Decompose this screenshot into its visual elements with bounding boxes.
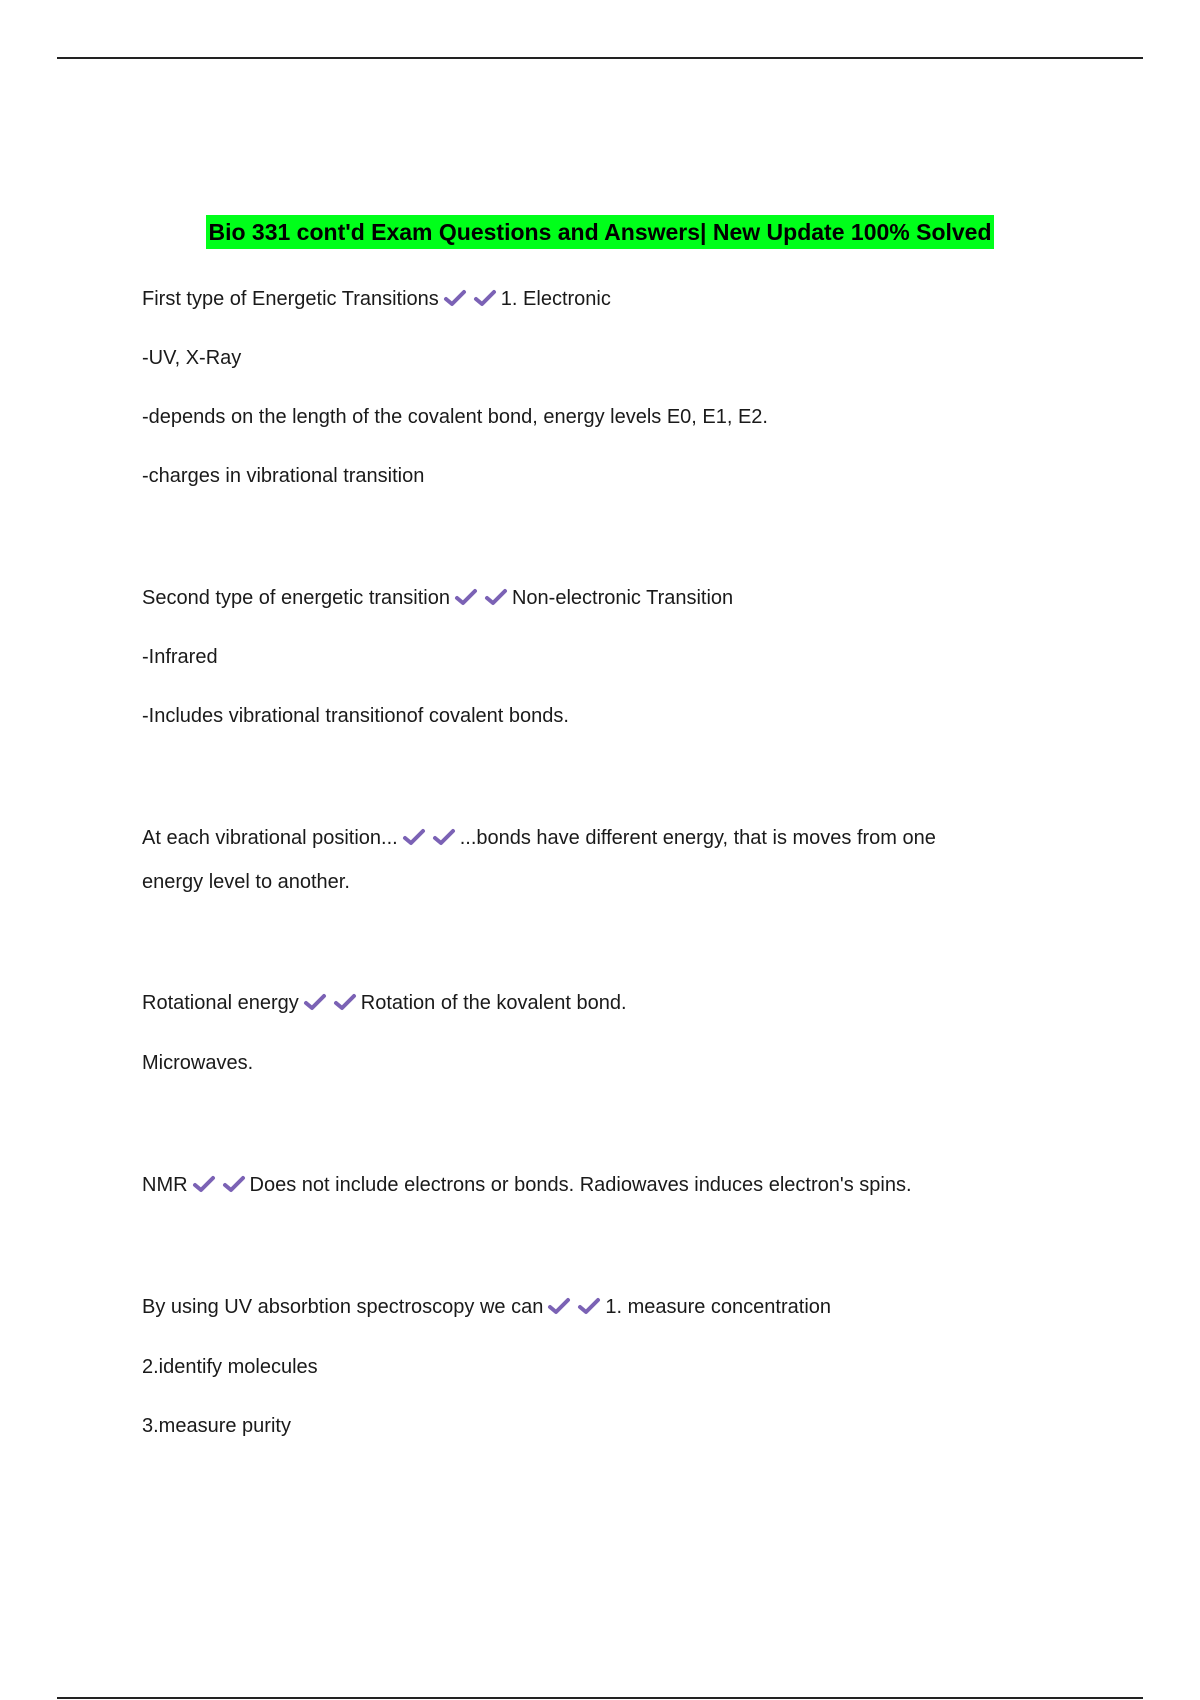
checkmark-icon	[577, 1296, 601, 1316]
footer-rule	[57, 1697, 1143, 1699]
qa-question-line	[142, 286, 611, 312]
checkmark-icon	[473, 288, 497, 308]
detail-line: Microwaves.	[142, 1052, 254, 1074]
detail-line: -charges in vibrational transition	[142, 465, 425, 487]
header-rule	[57, 57, 1143, 59]
checkmark-icon	[454, 587, 478, 607]
answer-text: 1. Electronic	[500, 288, 611, 310]
question-text: NMR	[142, 1174, 188, 1196]
question-text: At each vibrational position...	[142, 827, 398, 849]
qa-question-line	[142, 990, 627, 1016]
answer-text: Non-electronic Transition	[511, 587, 734, 609]
answer-text: Does not include electrons or bonds. Radiowaves induces electron's spins.	[249, 1174, 912, 1196]
checkmark-icon	[547, 1296, 571, 1316]
checkmark-icon	[222, 1174, 246, 1194]
checkmark-icon	[303, 992, 327, 1012]
qa-question-line	[142, 585, 733, 611]
answer-text: 1. measure concentration	[605, 1296, 832, 1318]
question-text: By using UV absorbtion spectroscopy we can	[142, 1296, 544, 1318]
qa-question-line	[142, 1172, 912, 1198]
detail-line: 3.measure purity	[142, 1415, 291, 1437]
detail-line: energy level to another.	[142, 871, 350, 893]
checkmark-icon	[432, 827, 456, 847]
detail-line: 2.identify molecules	[142, 1356, 318, 1378]
checkmark-icon	[333, 992, 357, 1012]
title-block	[0, 215, 1200, 249]
detail-line: -Infrared	[142, 646, 218, 668]
checkmark-icon	[192, 1174, 216, 1194]
qa-question-line	[142, 1294, 831, 1320]
detail-line: -depends on the length of the covalent bond, energy levels E0, E1, E2.	[142, 406, 768, 428]
detail-line: -Includes vibrational transitionof covalent bonds.	[142, 705, 569, 727]
question-text: Second type of energetic transition	[142, 587, 450, 609]
question-text: Rotational energy	[142, 992, 299, 1014]
checkmark-icon	[484, 587, 508, 607]
checkmark-icon	[402, 827, 426, 847]
document-title: Bio 331 cont'd Exam Questions and Answers| New Update 100% Solved	[206, 215, 993, 249]
answer-text: ...bonds have different energy, that is moves from one	[459, 827, 936, 849]
answer-text: Rotation of the kovalent bond.	[360, 992, 627, 1014]
qa-question-line	[142, 825, 936, 851]
checkmark-icon	[443, 288, 467, 308]
detail-line: -UV, X-Ray	[142, 347, 242, 369]
question-text: First type of Energetic Transitions	[142, 288, 439, 310]
